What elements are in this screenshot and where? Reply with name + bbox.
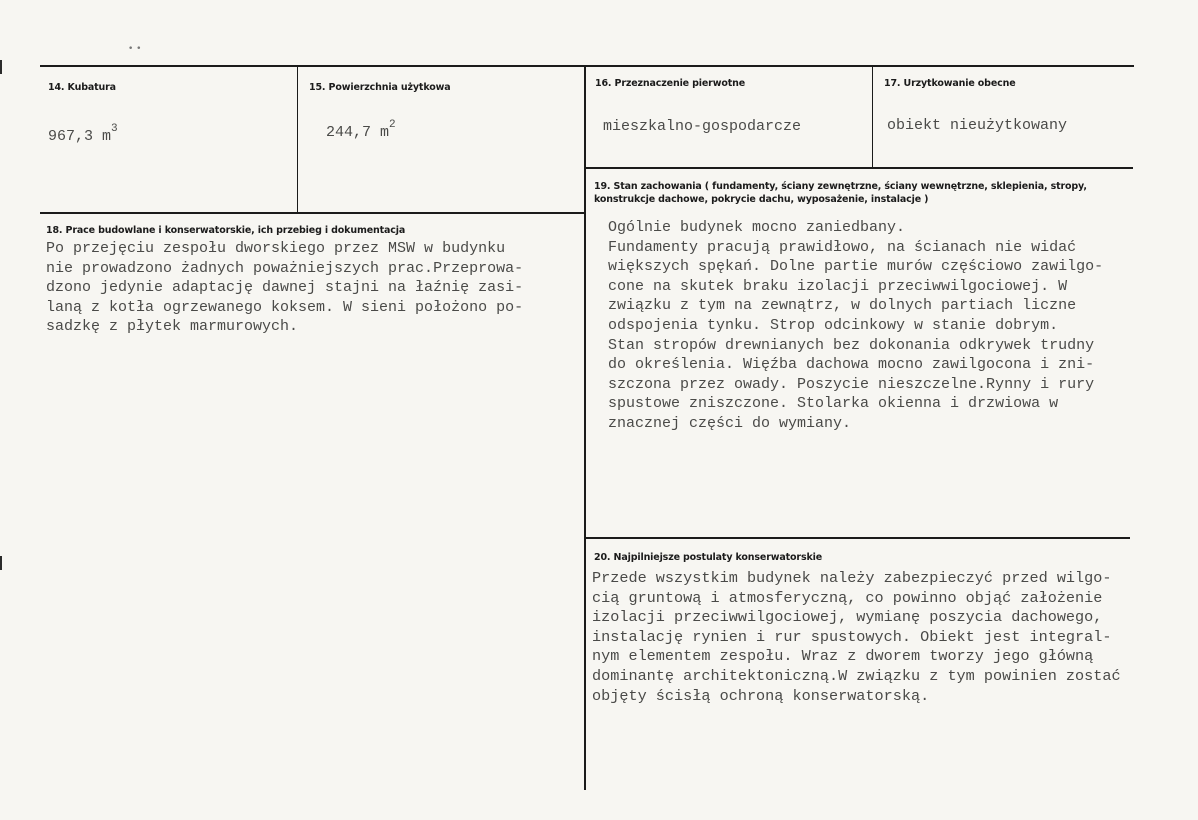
top-border-line (40, 65, 1134, 67)
text-line: nie prowadzono żadnych poważniejszych prac.Przeprowa- (46, 259, 524, 277)
text-line: izolacji przeciwwilgociowej, wymianę poszycia dachowego, (592, 608, 1103, 627)
text-line: objęty ścisłą ochroną konserwatorską. (592, 686, 930, 705)
field-15-value (326, 119, 396, 141)
separator-above-20 (585, 537, 1130, 539)
divider-16-17 (872, 67, 873, 167)
text-line: szczona przez owady. Poszycie nieszczelne.Rynny i rury (608, 375, 1095, 393)
text-line: Fundamenty pracują prawidłowo, na ścianach nie widać (608, 238, 1077, 256)
field-14-value (48, 123, 118, 145)
separator-above-18 (40, 212, 585, 214)
field-19-label-line-1: 19. Stan zachowania ( fundamenty, ściany zewnętrzne, ściany wewnętrzne, sklepienia, stropy, (594, 181, 1087, 192)
kubatura-value: 967,3 m (48, 128, 112, 145)
field-17-label: 17. Urzytkowanie obecne (884, 78, 1016, 89)
text-line: większych spękań. Dolne partie murów częściowo zawilgo- (608, 258, 1104, 276)
text-line: Ogólnie budynek mocno zaniedbany. (608, 219, 906, 236)
field-20-label: 20. Najpilniejsze postulaty konserwatorskie (594, 552, 823, 563)
left-margin-mark (0, 60, 2, 74)
text-line: odspojenia tynku. Strop odcinkowy w stanie dobrym. (608, 316, 1059, 334)
powierzchnia-value: 244,7 m (326, 124, 390, 141)
field-18-text (46, 239, 523, 337)
text-line: cią gruntową i atmosferyczną, co powinno objąć założenie (592, 588, 1103, 607)
powierzchnia-exponent: 2 (389, 119, 396, 131)
ink-speck: • • (128, 44, 142, 54)
text-line: sadzkę z płytek marmurowych. (46, 318, 299, 336)
separator-above-19 (585, 167, 1133, 169)
center-vertical-divider (584, 66, 586, 790)
text-line: dominantę architektoniczną.W związku z tym powinien zostać (592, 666, 1121, 685)
text-line: związku z tym na zewnątrz, w dolnych partiach liczne (608, 297, 1077, 315)
field-20-text (592, 569, 1121, 706)
divider-14-15 (297, 67, 298, 213)
field-17-value: obiekt nieużytkowany (887, 117, 1068, 134)
field-18-label: 18. Prace budowlane i konserwatorskie, ich przebieg i dokumentacja (46, 225, 406, 236)
text-line: cone na skutek braku izolacji przeciwwilgociowej. W (608, 277, 1068, 295)
field-15-label: 15. Powierzchnia użytkowa (309, 82, 451, 93)
text-line: Po przejęciu zespołu dworskiego przez MSW w budynku (46, 240, 506, 257)
text-line: znacznej części do wymiany. (608, 414, 852, 432)
text-line: do określenia. Więźba dachowa mocno zawilgocona i zni- (608, 356, 1095, 374)
kubatura-exponent: 3 (111, 123, 118, 135)
field-14-label: 14. Kubatura (48, 82, 116, 93)
left-margin-mark (0, 556, 2, 570)
field-19-text (608, 218, 1103, 434)
text-line: nym elementem zespołu. Wraz z dworem tworzy jego główną (592, 647, 1094, 666)
text-line: laną z kotła ogrzewanego koksem. W sieni położono po- (46, 298, 524, 316)
text-line: spustowe zniszczone. Stolarka okienna i drzwiowa w (608, 395, 1059, 413)
text-line: Przede wszystkim budynek należy zabezpieczyć przed wilgo- (592, 569, 1112, 587)
text-line: dzono jedynie adaptację dawnej stajni na łaźnię zasi- (46, 279, 524, 297)
text-line: Stan stropów drewnianych bez dokonania odkrywek trudny (608, 336, 1095, 354)
field-19-label-line-2: konstrukcje dachowe, pokrycie dachu, wyposażenie, instalacje ) (594, 194, 929, 205)
text-line: instalację rynien i rur spustowych. Obiekt jest integral- (592, 627, 1112, 646)
field-16-value: mieszkalno-gospodarcze (603, 118, 802, 135)
field-16-label: 16. Przeznaczenie pierwotne (595, 78, 746, 89)
